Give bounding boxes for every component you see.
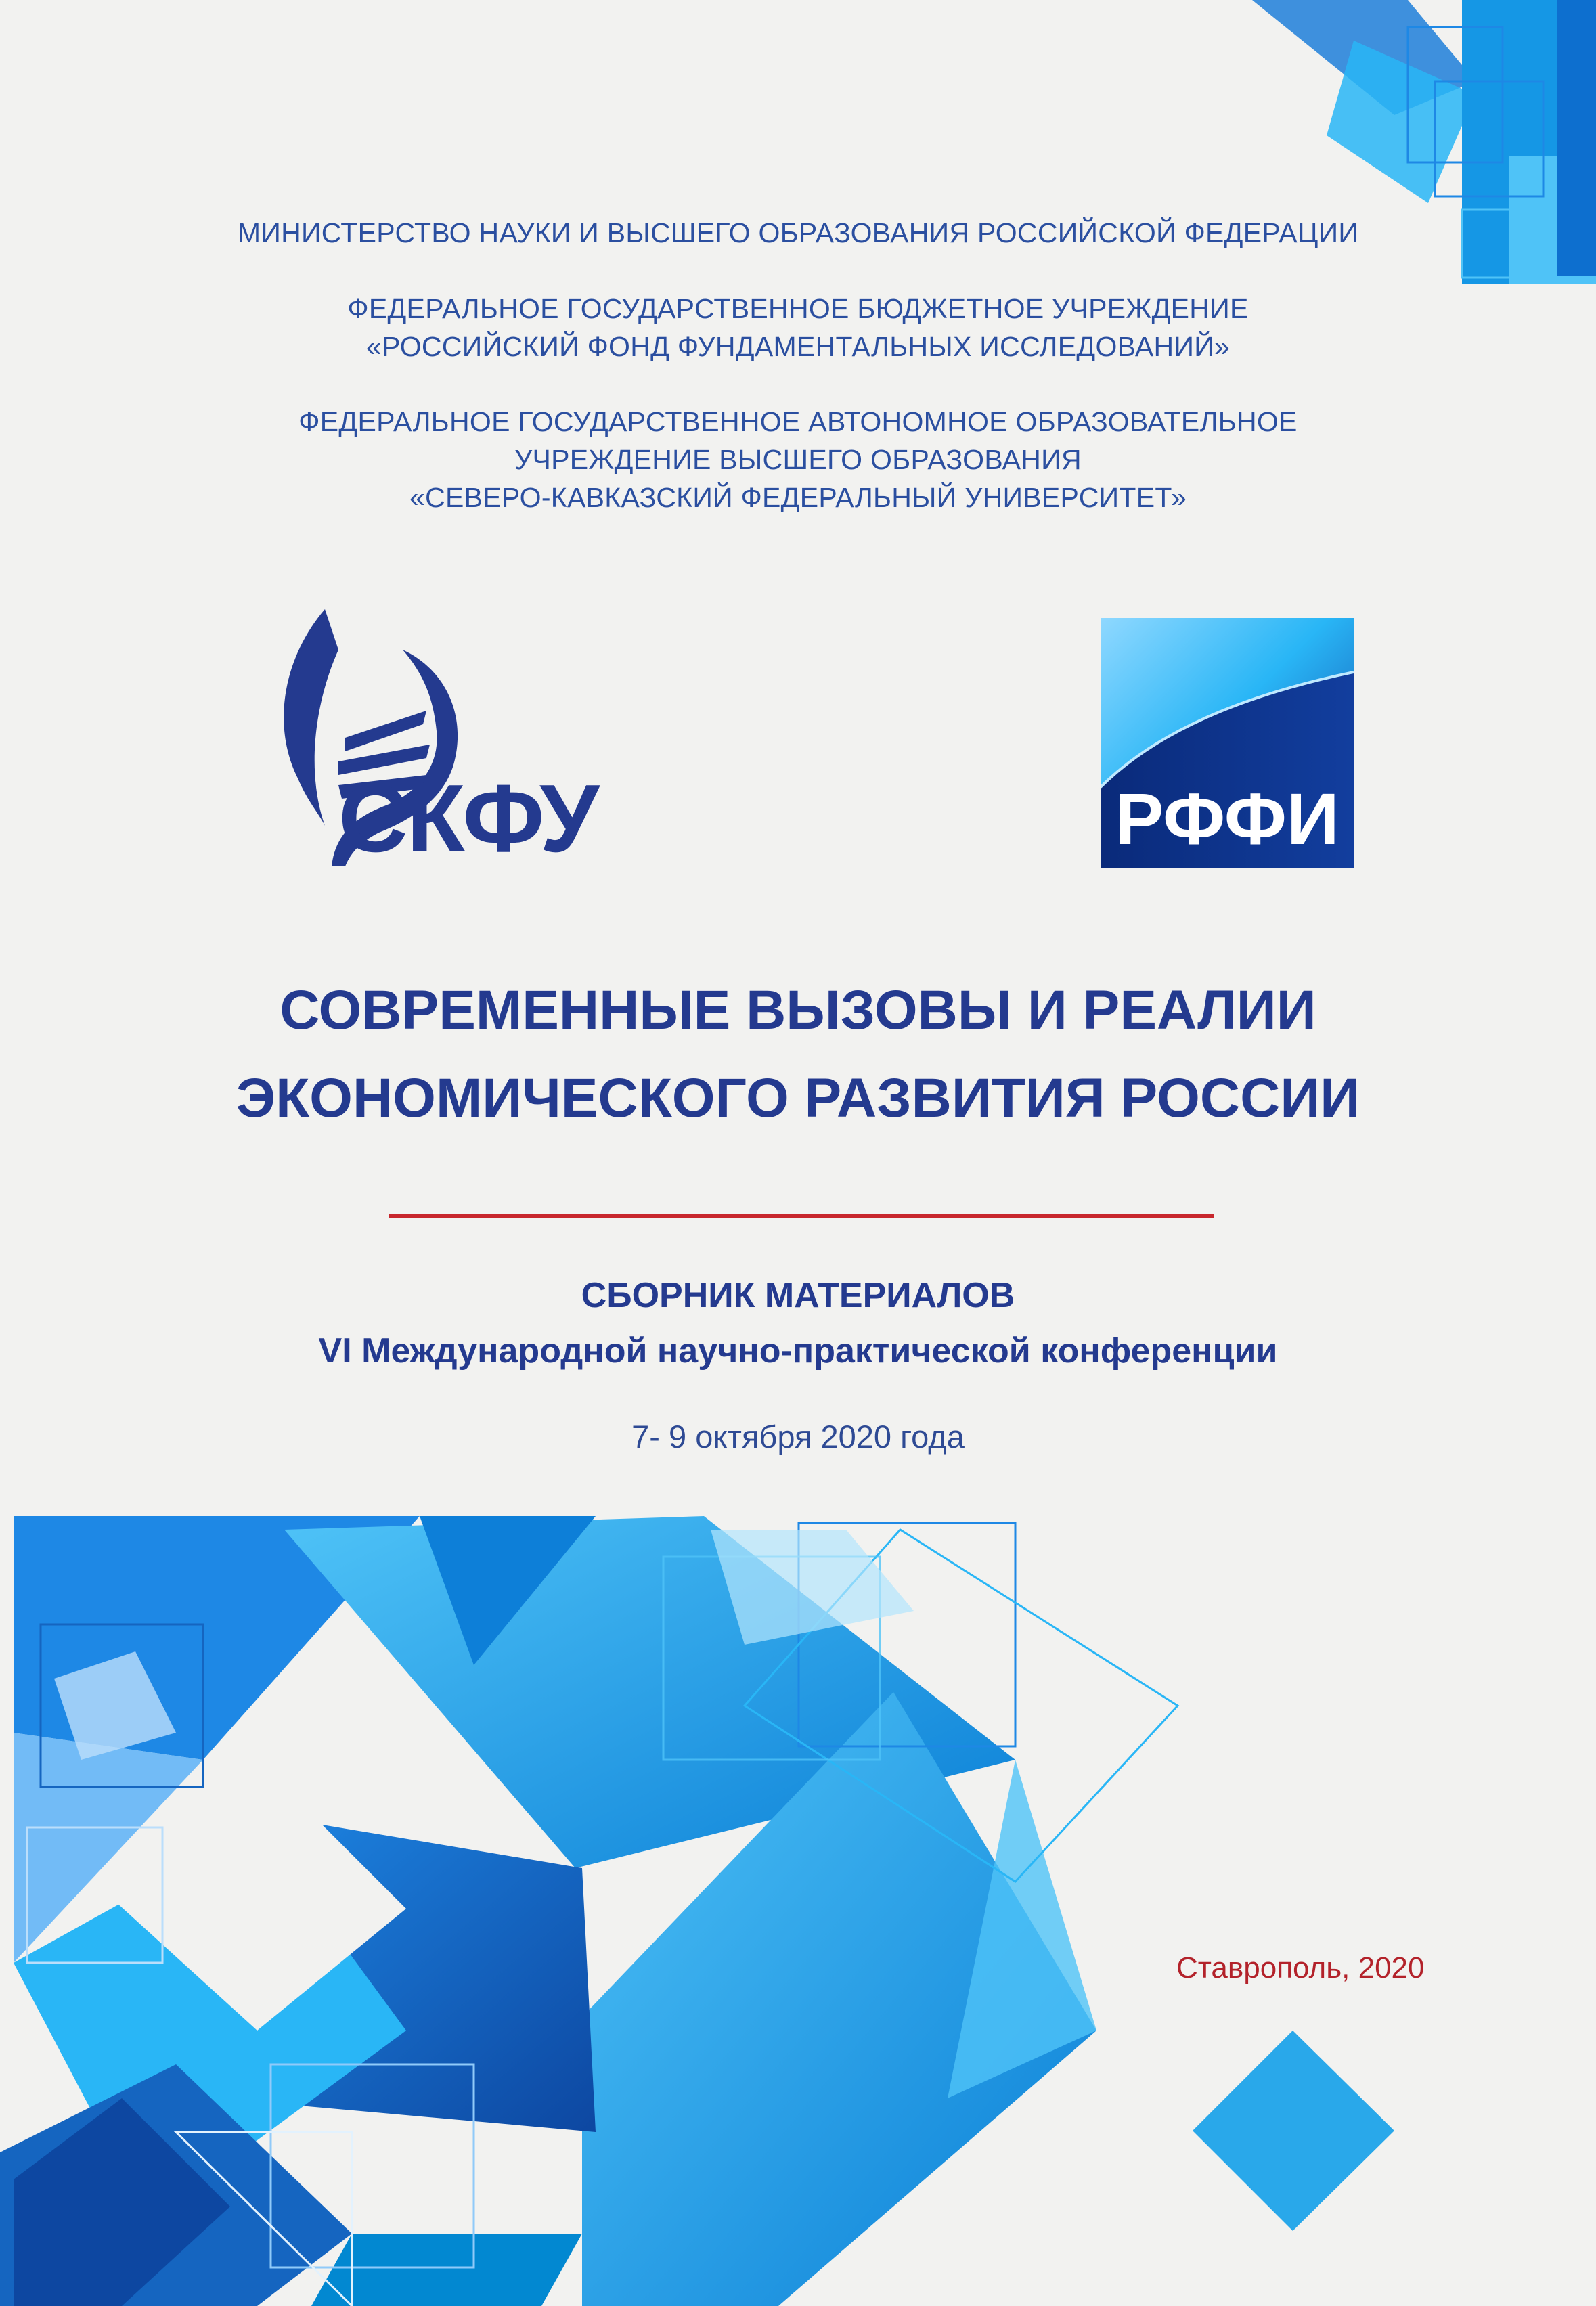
bottom-left-squares <box>0 1516 1178 2306</box>
main-title <box>0 967 1596 1143</box>
subtitle-line-1: СБОРНИК МАТЕРИАЛОВ <box>581 1276 1015 1315</box>
title-line-2: ЭКОНОМИЧЕСКОГО РАЗВИТИЯ РОССИИ <box>236 1067 1360 1129</box>
city-year: Ставрополь, 2020 <box>1176 1951 1425 1985</box>
red-divider <box>389 1214 1214 1218</box>
skfu-logo-text: СКФУ <box>338 765 598 872</box>
ministry-text: МИНИСТЕРСТВО НАУКИ И ВЫСШЕГО ОБРАЗОВАНИЯ РОССИЙСКОЙ ФЕДЕРАЦИИ <box>237 217 1359 248</box>
subtitle <box>0 1268 1596 1379</box>
rffi-line-2: «РОССИЙСКИЙ ФОНД ФУНДАМЕНТАЛЬНЫХ ИССЛЕДОВАНИЙ» <box>365 331 1231 362</box>
conference-dates: 7- 9 октября 2020 года <box>631 1419 965 1455</box>
diamond-shape <box>1193 2031 1394 2231</box>
university-institution <box>0 403 1596 516</box>
title-line-1: СОВРЕМЕННЫЕ ВЫЗОВЫ И РЕАЛИИ <box>280 979 1316 1041</box>
subtitle-line-2: VI Международной научно-практической конференции <box>318 1331 1278 1371</box>
univ-line-2: УЧРЕЖДЕНИЕ ВЫСШЕГО ОБРАЗОВАНИЯ <box>514 444 1082 475</box>
univ-line-1: ФЕДЕРАЛЬНОЕ ГОСУДАРСТВЕННОЕ АВТОНОМНОЕ ОБРАЗОВАТЕЛЬНОЕ <box>298 406 1298 437</box>
rffi-institution <box>0 290 1596 365</box>
rffi-line-1: ФЕДЕРАЛЬНОЕ ГОСУДАРСТВЕННОЕ БЮДЖЕТНОЕ УЧРЕЖДЕНИЕ <box>347 293 1249 324</box>
rffi-logo-text: РФФИ <box>1115 778 1339 860</box>
ministry-line <box>0 214 1596 252</box>
univ-line-3: «СЕВЕРО-КАВКАЗСКИЙ ФЕДЕРАЛЬНЫЙ УНИВЕРСИТЕТ» <box>409 482 1187 513</box>
